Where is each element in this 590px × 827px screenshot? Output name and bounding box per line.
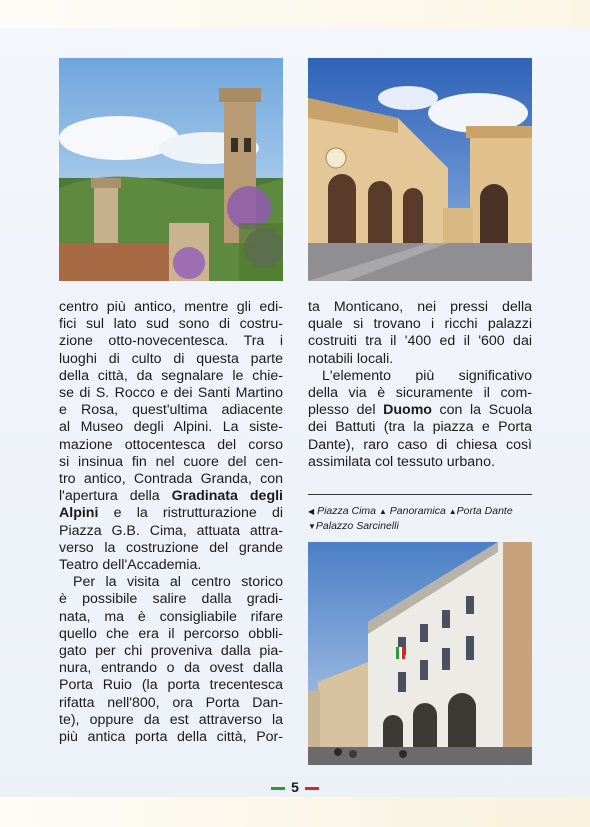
text-line: Porta Ruio (la porta trecentesca (59, 677, 283, 694)
text-line: nata, ma è consigliabile rifare (59, 608, 283, 625)
photo-castle-tower (59, 58, 283, 281)
text-line: si insinua fin nel cuore del cen- (59, 453, 283, 470)
text-line: fici sul lato sud sono di costru- (59, 316, 283, 333)
text-line: luoghi di culto di questa parte (59, 350, 283, 367)
text-line: L'elemento più significativo (322, 367, 532, 384)
text-line: rifatta nell'800, ora Porta Dan- (59, 694, 283, 711)
flag-red-dash (305, 787, 319, 790)
text-line: quello che era il percorso obbli- (59, 625, 283, 642)
text-segment: con la Scuola (431, 402, 533, 419)
bottom-band (0, 797, 590, 827)
text-line: tro antico, Contrada Granda, con (59, 471, 283, 488)
photo-piazza-arcades (308, 58, 532, 281)
text-line: Dante), raro caso di chiesa così (308, 436, 532, 453)
bold-term-gradinata: Gradinata degli (171, 488, 283, 505)
text-line: della via è sicuramente il com- (308, 385, 532, 402)
right-text-column (308, 299, 532, 471)
caption-line-1 (308, 504, 534, 519)
caption-item: Panoramica (389, 505, 446, 517)
text-line: Per la visita al centro storico (73, 574, 283, 591)
arrow-left-icon: ◀ (308, 507, 315, 516)
text-line: costruiti tra il '400 ed il '600 dai (308, 333, 532, 350)
text-line: centro più antico, mentre gli edi- (59, 299, 283, 315)
text-line: ta Monticano, nei pressi della (308, 299, 532, 315)
photo-palazzo-street (308, 542, 532, 765)
caption-line-2 (308, 519, 534, 534)
text-line (308, 402, 532, 419)
text-line: te), oppure da est attraverso la (59, 711, 283, 728)
caption-item: Piazza Cima (317, 505, 377, 517)
text-line: mazione ottocentesca del corso (59, 436, 283, 453)
text-line: Teatro dell'Accademia. (59, 557, 202, 574)
text-line: e Rosa, quest'ultima adiacente (59, 402, 283, 419)
caption-item: Palazzo Sarcinelli (315, 520, 399, 532)
caption-item: Porta Dante (456, 505, 513, 517)
text-line: notabili locali. (308, 350, 394, 367)
text-line: gato per chi proveniva dalla pia- (59, 643, 283, 660)
text-line (59, 505, 283, 522)
text-line: è possibile salire dalla gradi- (59, 591, 283, 608)
text-line: quale si trovano i ricchi palazzi (308, 316, 532, 333)
flag-green-dash (271, 787, 285, 790)
text-segment: e la ristrutturazione di (98, 505, 283, 522)
arrow-up-icon: ▲ (378, 507, 387, 516)
left-text-column (59, 299, 283, 746)
text-line: della città, da segnalare le chie- (59, 367, 283, 384)
text-line: al Museo degli Alpini. La siste- (59, 419, 283, 436)
top-band (0, 0, 590, 28)
arrow-down-icon: ▼ (308, 522, 316, 531)
arrow-up-icon: ▲ (448, 507, 457, 516)
photo-caption (308, 504, 534, 534)
page-footer (0, 779, 590, 795)
bold-term-alpini: Alpini (59, 505, 99, 522)
text-line: zione otto-novecentesca. Tra i (59, 333, 283, 350)
text-line (59, 488, 283, 505)
text-line: più antica porta della città, Por- (59, 729, 283, 746)
text-line: dei Battuti (tra la piazza e Porta (308, 419, 532, 436)
caption-divider (308, 494, 532, 495)
text-line: se di S. Rocco e dei Santi Martino (59, 385, 283, 402)
text-segment: plesso del (308, 402, 384, 419)
text-segment: l'apertura della (59, 488, 172, 505)
text-line: verso la costruzione del grande (59, 539, 283, 556)
bold-term-duomo: Duomo (383, 402, 432, 419)
page-number: 5 (291, 779, 299, 795)
text-line: assimilata col tessuto urbano. (308, 453, 495, 470)
text-line: nura, entrando o da ovest dalla (59, 660, 283, 677)
text-line: Piazza G.B. Cima, attuata attra- (59, 522, 283, 539)
